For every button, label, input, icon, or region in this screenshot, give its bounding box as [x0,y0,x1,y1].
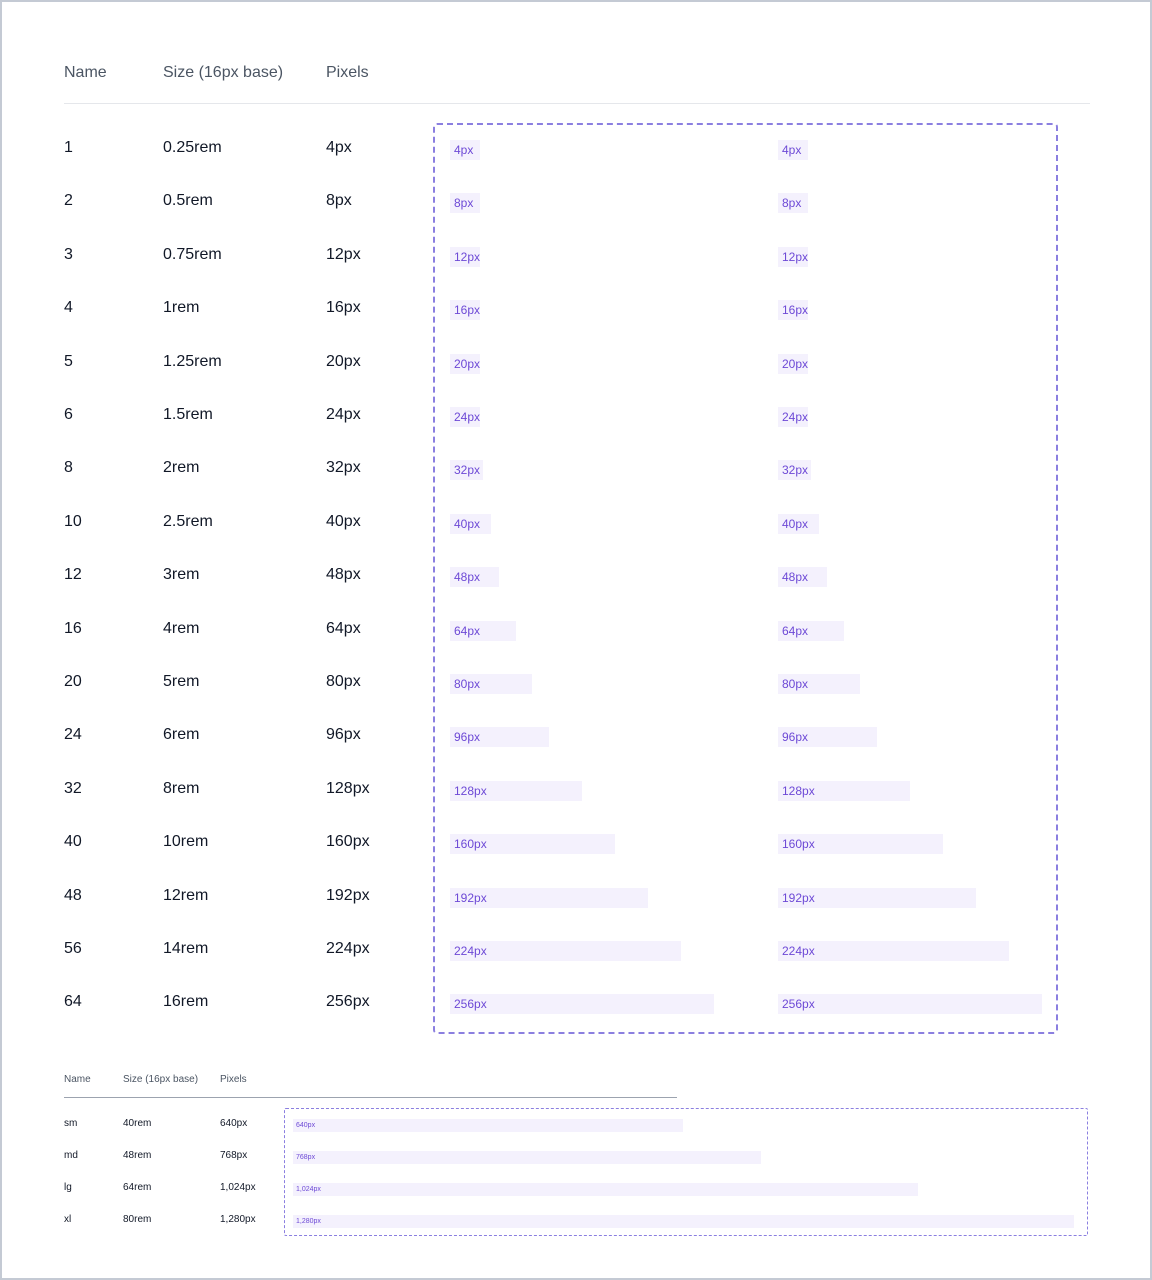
row-size: 8rem [163,780,200,797]
bp-column-header-pixels: Pixels [220,1074,247,1085]
bp-row-pixels: 1,280px [220,1214,256,1225]
spacing-bar-label: 96px [782,730,809,744]
row-name: 4 [64,299,73,316]
row-size: 1.5rem [163,406,213,423]
bp-row-size: 48rem [123,1150,152,1161]
spacing-bar-right [778,834,943,854]
spacing-bar-right [778,247,808,267]
spacing-bar-label: 8px [782,196,802,210]
spacing-bar-left [450,834,615,854]
spacing-bar-left [450,247,480,267]
spacing-bar-right [778,727,877,747]
row-size: 2rem [163,459,200,476]
row-name: 8 [64,459,73,476]
row-name: 16 [64,620,82,637]
spacing-bar-label: 80px [782,677,809,691]
bp-row-pixels: 768px [220,1150,248,1161]
spacing-bar-label: 192px [782,891,815,905]
breakpoint-bar [293,1183,918,1196]
row-name: 32 [64,780,82,797]
spacing-bar-label: 16px [782,303,809,317]
spacing-bar-left [450,674,532,694]
row-pixels: 160px [326,833,370,850]
spacing-bar-left [450,941,681,961]
bp-header-divider [64,1097,677,1098]
row-pixels: 16px [326,299,361,316]
row-size: 0.75rem [163,246,222,263]
breakpoint-bar [293,1151,761,1164]
row-name: 40 [64,833,82,850]
row-size: 5rem [163,673,200,690]
bp-row-name: lg [64,1182,72,1193]
header-divider [64,103,1090,104]
row-pixels: 96px [326,726,361,743]
row-name: 10 [64,513,82,530]
spacing-bar-left [450,407,480,427]
spacing-bar-left [450,567,499,587]
spacing-bar-label: 24px [782,410,809,424]
spacing-bar-label: 80px [454,677,481,691]
spacing-bar-label: 256px [782,997,815,1011]
spacing-bar-right [778,621,844,641]
bp-column-header-size: Size (16px base) [123,1074,199,1085]
breakpoint-bar [293,1215,1074,1228]
spacing-bar-label: 32px [454,463,481,477]
row-name: 5 [64,353,73,370]
row-pixels: 20px [326,353,361,370]
spacing-bar-label: 160px [782,837,815,851]
row-size: 0.5rem [163,192,213,209]
spacing-bar-left [450,354,480,374]
spacing-bar-right [778,407,808,427]
row-pixels: 256px [326,993,370,1010]
row-name: 2 [64,192,73,209]
column-header-size: Size (16px base) [163,64,284,81]
spacing-bar-label: 64px [454,624,481,638]
spacing-bar-right [778,193,808,213]
spacing-bar-label: 128px [782,784,815,798]
spacing-bar-label: 96px [454,730,481,744]
row-name: 56 [64,940,82,957]
breakpoint-bar-label: 1,280px [296,1218,321,1225]
spacing-bar-left [450,781,582,801]
row-pixels: 4px [326,139,352,156]
spacing-bar-right [778,567,827,587]
row-pixels: 24px [326,406,361,423]
spacing-bar-label: 24px [454,410,481,424]
row-name: 24 [64,726,82,743]
spacing-bar-left [450,888,648,908]
spacing-bar-left [450,621,516,641]
row-size: 4rem [163,620,200,637]
spacing-bar-left [450,140,480,160]
spacing-bar-label: 4px [782,143,802,157]
row-pixels: 12px [326,246,361,263]
spacing-bar-right [778,781,910,801]
spacing-bar-label: 12px [454,250,481,264]
row-pixels: 80px [326,673,361,690]
spacing-bar-left [450,460,483,480]
row-size: 2.5rem [163,513,213,530]
spacing-bar-left [450,193,480,213]
row-size: 1rem [163,299,200,316]
spacing-bar-right [778,140,808,160]
row-name: 12 [64,566,82,583]
spacing-bar-right [778,460,811,480]
bp-row-name: xl [64,1214,72,1225]
bp-row-pixels: 1,024px [220,1182,256,1193]
row-name: 1 [64,139,73,156]
row-pixels: 40px [326,513,361,530]
spacing-bar-left [450,727,549,747]
breakpoint-bar-label: 1,024px [296,1186,321,1193]
spacing-bar-label: 64px [782,624,809,638]
spacing-bar-right [778,354,808,374]
row-pixels: 224px [326,940,370,957]
spacing-bar-label: 192px [454,891,487,905]
spacing-bar-left [450,300,480,320]
spacing-bar-right [778,888,976,908]
row-size: 16rem [163,993,209,1010]
row-pixels: 32px [326,459,361,476]
spacing-bar-right [778,674,860,694]
spacing-bar-label: 8px [454,196,474,210]
spacing-bar-label: 160px [454,837,487,851]
row-name: 48 [64,887,82,904]
spacing-bar-label: 256px [454,997,487,1011]
row-pixels: 48px [326,566,361,583]
row-name: 6 [64,406,73,423]
spacing-bar-label: 20px [454,357,481,371]
row-name: 3 [64,246,73,263]
row-pixels: 128px [326,780,370,797]
spacing-bar-label: 16px [454,303,481,317]
bp-row-size: 80rem [123,1214,152,1225]
spacing-bar-right [778,994,1042,1014]
column-header-name: Name [64,64,107,81]
spacing-bar-label: 48px [782,570,809,584]
spacing-bar-label: 48px [454,570,481,584]
column-header-pixels: Pixels [326,64,369,81]
bp-row-name: md [64,1150,78,1161]
spacing-bar-label: 40px [782,517,809,531]
row-size: 0.25rem [163,139,222,156]
row-pixels: 64px [326,620,361,637]
bp-row-pixels: 640px [220,1118,248,1129]
row-name: 64 [64,993,82,1010]
breakpoint-bar-label: 768px [296,1154,316,1161]
row-pixels: 192px [326,887,370,904]
row-size: 12rem [163,887,209,904]
spacing-bar-right [778,941,1009,961]
breakpoint-bar-label: 640px [296,1122,316,1129]
row-size: 10rem [163,833,209,850]
spacing-bar-label: 224px [454,944,487,958]
spacing-bar-left [450,994,714,1014]
spacing-bar-label: 12px [782,250,809,264]
row-name: 20 [64,673,82,690]
spacing-bar-label: 128px [454,784,487,798]
spacing-bar-label: 40px [454,517,481,531]
bp-row-name: sm [64,1118,78,1129]
spacing-bar-label: 32px [782,463,809,477]
row-size: 6rem [163,726,200,743]
spacing-bar-label: 4px [454,143,474,157]
row-size: 14rem [163,940,209,957]
spacing-bar-right [778,300,808,320]
breakpoint-bar [293,1119,683,1132]
spacing-bar-label: 20px [782,357,809,371]
bp-row-size: 40rem [123,1118,152,1129]
bp-row-size: 64rem [123,1182,152,1193]
spacing-bar-label: 224px [782,944,815,958]
row-size: 3rem [163,566,200,583]
spacing-bar-right [778,514,819,534]
row-size: 1.25rem [163,353,222,370]
bp-column-header-name: Name [64,1074,91,1085]
spacing-bar-left [450,514,491,534]
row-pixels: 8px [326,192,352,209]
